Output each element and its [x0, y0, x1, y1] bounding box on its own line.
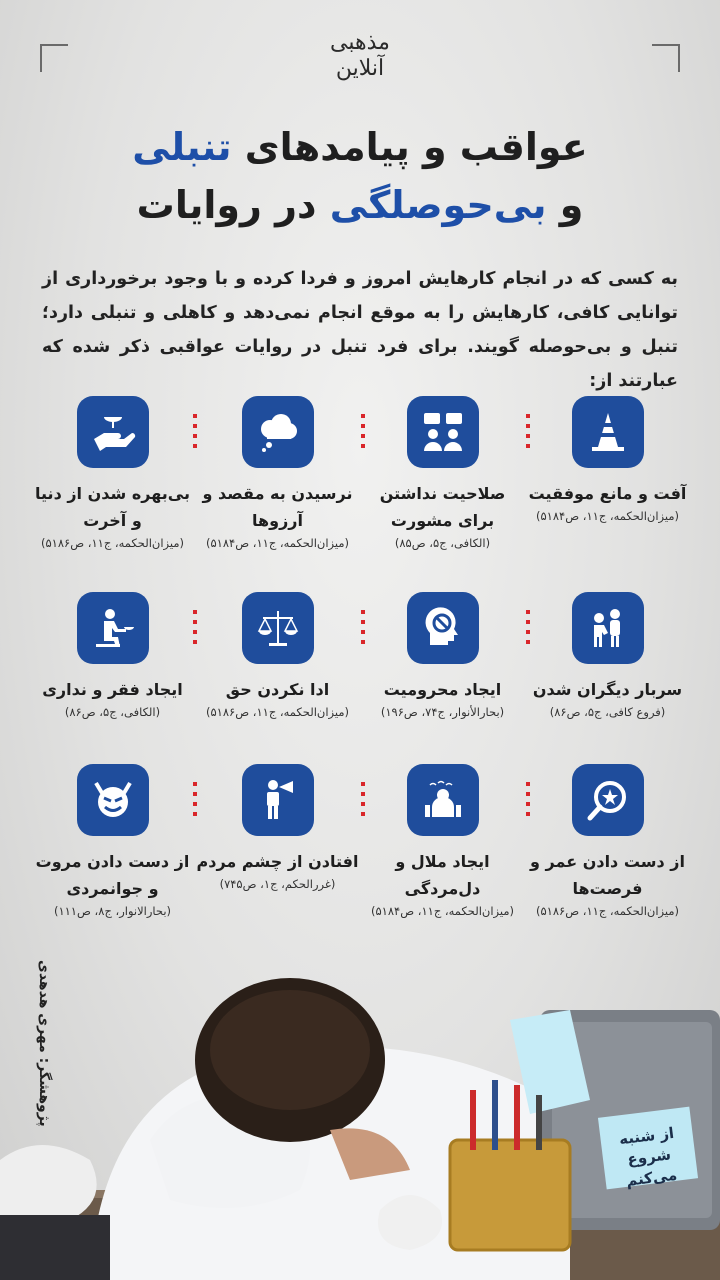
item-label: ایجاد فقر و نداری: [42, 680, 183, 699]
separator: [193, 610, 197, 650]
item-source: (میزان‌الحکمه، ج۱۱، ص۵۱۸۶): [205, 705, 350, 719]
consequence-item: [195, 396, 360, 550]
consequence-item: [195, 764, 360, 891]
separator: [361, 610, 365, 650]
item-label: ایجاد ملال و دل‌مردگی: [395, 852, 490, 898]
empty-hand-icon: [77, 396, 149, 468]
brand-logo: [0, 30, 720, 82]
burden-people-icon: [572, 592, 644, 664]
item-source: (بحارالأنوار، ج۷۴، ص۱۹۶): [380, 705, 505, 719]
beggar-icon: [77, 592, 149, 664]
consequence-item: [525, 764, 690, 918]
item-label: آفت و مانع موفقیت: [528, 484, 687, 503]
separator: [361, 782, 365, 822]
separator: [526, 414, 530, 454]
title-part-3: در روایات: [136, 183, 317, 227]
intro-paragraph: به کسی که در انجام کارهایش امروز و فردا کرده و با وجود برخورداری از توانایی کافی، کارهایش را به موقع انجام نمی‌دهد و کاهلی و تنبلی دارد؛ تنبل و بی‌حوصله گویند. برای فرد تنبل در روایات عواقبی ذکر شده که عبارتند از:: [42, 269, 678, 391]
consequence-item: [360, 764, 525, 918]
title-part-2: و: [559, 183, 584, 227]
item-source: (میزان‌الحکمه، ج۱۱، ص۵۱۸۶): [535, 904, 680, 918]
brand-line-2: آنلاین: [335, 56, 385, 81]
tired-man-at-desk-illustration: [0, 940, 720, 1280]
item-source: (فروع کافی، ج۵، ص۸۶): [549, 705, 666, 719]
separator: [193, 782, 197, 822]
consequence-item: [360, 592, 525, 719]
separator: [361, 414, 365, 454]
scales-icon: [242, 592, 314, 664]
item-label: ایجاد محرومیت: [383, 680, 502, 699]
item-source: (بحارالانوار، ج۸، ص۱۱۱): [53, 904, 172, 918]
consequence-item: [30, 764, 195, 918]
separator: [526, 610, 530, 650]
item-label: از دست دادن مروت و جوانمردی: [35, 852, 190, 898]
shouting-person-icon: [242, 764, 314, 836]
title-part-1: عواقب و پیامدهای: [244, 125, 588, 169]
separator: [193, 414, 197, 454]
page-title: [60, 118, 660, 234]
traffic-cone-icon: [572, 396, 644, 468]
item-source: (غررالحکم، ج۱، ص۷۴۵): [219, 877, 336, 891]
item-source: (میزان‌الحکمه، ج۱۱، ص۵۱۸۴): [535, 509, 680, 523]
consequence-item: [195, 592, 360, 719]
item-source: (میزان‌الحکمه، ج۱۱، ص۵۱۸۶): [40, 536, 185, 550]
item-source: (الکافی، ج۵، ص۸۵): [394, 536, 491, 550]
item-source: (میزان‌الحکمه، ج۱۱، ص۵۱۸۴): [205, 536, 350, 550]
item-source: (میزان‌الحکمه، ج۱۱، ص۵۱۸۴): [370, 904, 515, 918]
lost-time-icon: [572, 764, 644, 836]
consequence-item: [30, 396, 195, 550]
title-highlight-2: بی‌حوصلگی: [329, 183, 547, 227]
item-label: نرسیدن به مقصد و آرزوها: [202, 484, 353, 530]
item-label: بی‌بهره شدن از دنیا و آخرت: [35, 484, 190, 530]
consequence-item: [360, 396, 525, 550]
item-label: از دست دادن عمر و فرصت‌ها: [530, 852, 685, 898]
item-label: صلاحیت نداشتن برای مشورت: [379, 484, 506, 530]
brand-line-1: مذهبی: [330, 30, 390, 55]
prohibited-head-icon: [407, 592, 479, 664]
item-label: ادا نکردن حق: [225, 680, 330, 699]
separator: [526, 782, 530, 822]
consequence-item: [30, 592, 195, 719]
item-source: (الکافی، ج۵، ص۸۶): [64, 705, 161, 719]
item-label: افتادن از چشم مردم: [196, 852, 359, 871]
title-highlight-1: تنبلی: [132, 125, 232, 169]
item-label: سربار دیگران شدن: [532, 680, 683, 699]
researcher-credit: پژوهشگر: مهری هدهدی: [36, 960, 52, 1127]
devil-face-icon: [77, 764, 149, 836]
consequence-item: [525, 396, 690, 523]
sad-person-icon: [407, 764, 479, 836]
consequence-item: [525, 592, 690, 719]
sticky-note: از شنبه شروع می‌کنم: [598, 1107, 698, 1190]
thought-cloud-icon: [242, 396, 314, 468]
consultation-icon: [407, 396, 479, 468]
